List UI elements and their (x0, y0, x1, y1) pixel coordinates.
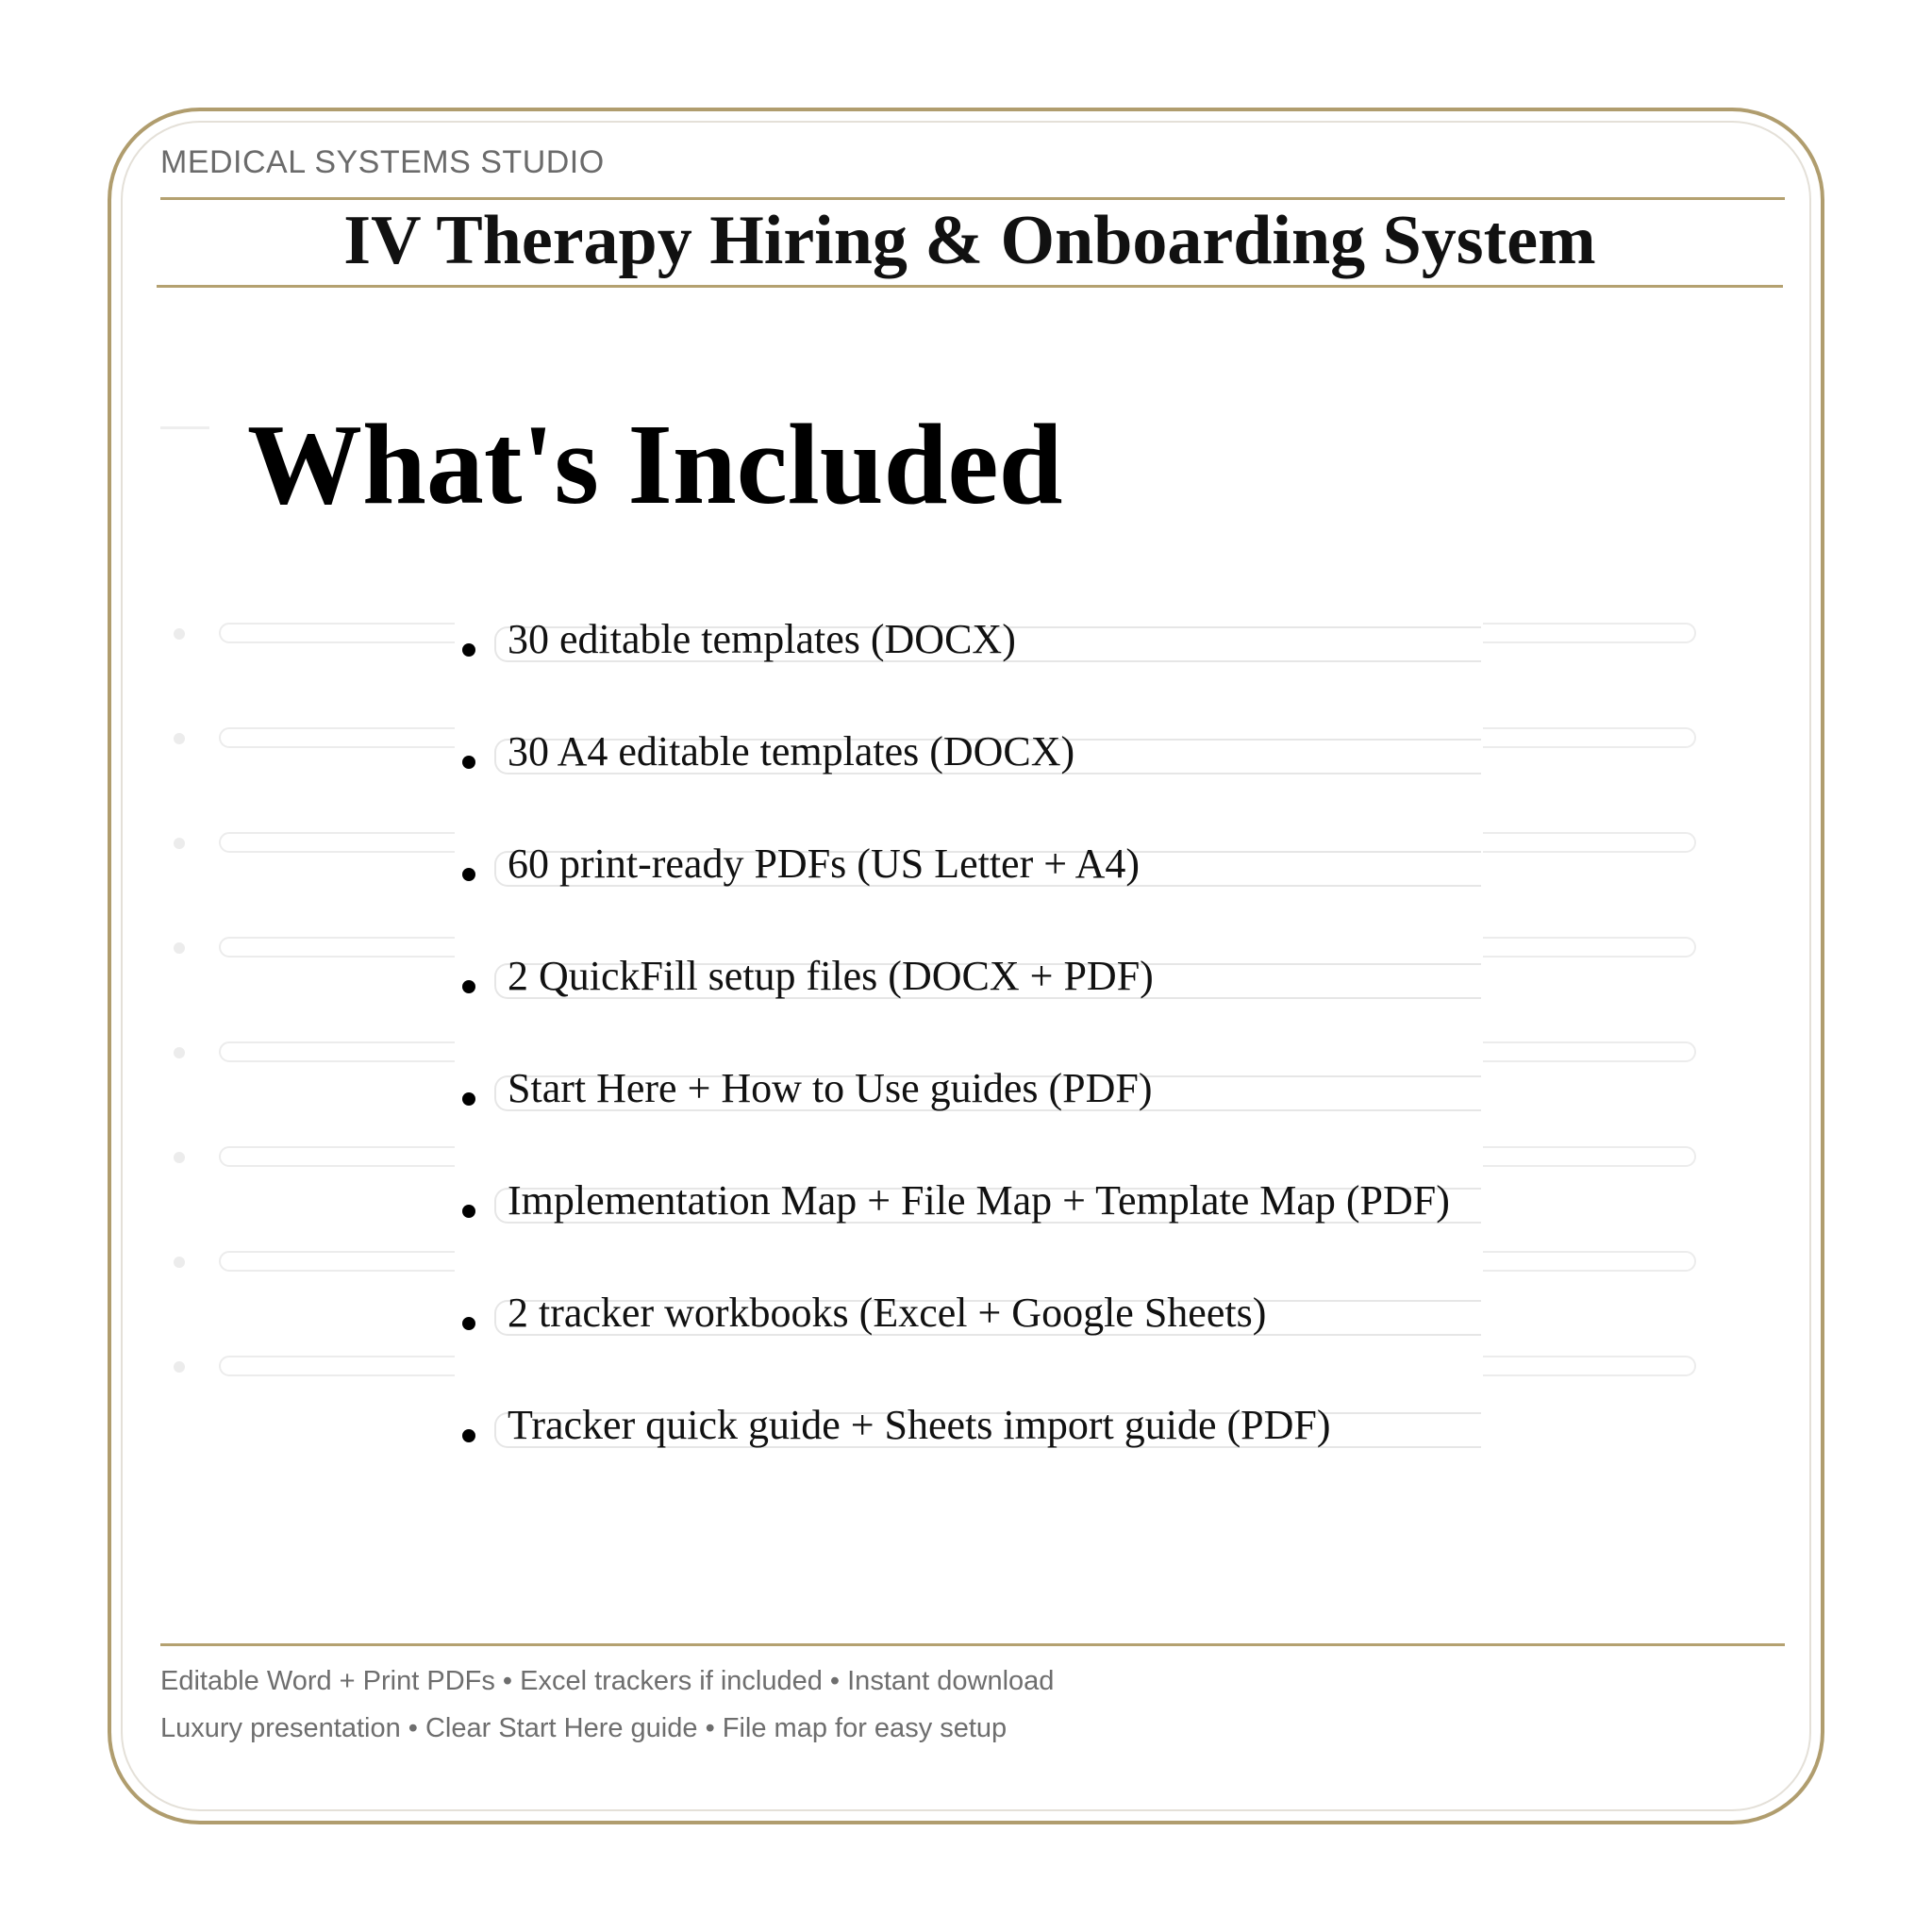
ghost-dot (174, 1152, 185, 1163)
footer-line-1: Editable Word + Print PDFs • Excel trackers if included • Instant download (160, 1666, 1055, 1696)
ghost-dot (174, 838, 185, 849)
item-text: Start Here + How to Use guides (PDF) (508, 1065, 1153, 1111)
bullet-icon (462, 1092, 475, 1106)
bullet-icon (462, 1317, 475, 1330)
bullet-icon (462, 756, 475, 769)
list-item (455, 941, 1483, 1007)
footer-line-2: Luxury presentation • Clear Start Here guide • File map for easy setup (160, 1713, 1008, 1743)
item-text: Implementation Map + File Map + Template Map (PDF) (508, 1177, 1450, 1224)
list-item (455, 1277, 1483, 1343)
list-item (455, 828, 1483, 894)
bullet-icon (462, 980, 475, 993)
ghost-dot (174, 1257, 185, 1268)
list-item (455, 1053, 1483, 1119)
list-item (455, 1390, 1483, 1456)
list-item (455, 1165, 1483, 1231)
item-text: Tracker quick guide + Sheets import guide (PDF) (508, 1402, 1331, 1448)
item-text: 30 A4 editable templates (DOCX) (508, 728, 1075, 774)
ghost-dot (174, 1361, 185, 1373)
footer-rule (160, 1643, 1785, 1646)
item-text: 60 print-ready PDFs (US Letter + A4) (508, 841, 1141, 887)
bullet-icon (462, 868, 475, 881)
section-heading: What's Included (247, 401, 1063, 528)
brand-name: MEDICAL SYSTEMS STUDIO (160, 144, 605, 180)
list-item (455, 716, 1483, 782)
item-text: 2 tracker workbooks (Excel + Google Sheets) (508, 1290, 1267, 1336)
header-rule-bottom (157, 285, 1783, 288)
ghost-dot (174, 942, 185, 954)
ghost-dot (174, 628, 185, 640)
bullet-icon (462, 1429, 475, 1442)
bullet-icon (462, 643, 475, 657)
list-item (455, 604, 1483, 670)
ghost-dot (174, 733, 185, 744)
item-text: 2 QuickFill setup files (DOCX + PDF) (508, 953, 1154, 999)
bullet-icon (462, 1205, 475, 1218)
heading-mark (160, 426, 209, 429)
ghost-dot (174, 1047, 185, 1058)
product-title: IV Therapy Hiring & Onboarding System (343, 202, 1596, 279)
item-text: 30 editable templates (DOCX) (508, 616, 1016, 662)
